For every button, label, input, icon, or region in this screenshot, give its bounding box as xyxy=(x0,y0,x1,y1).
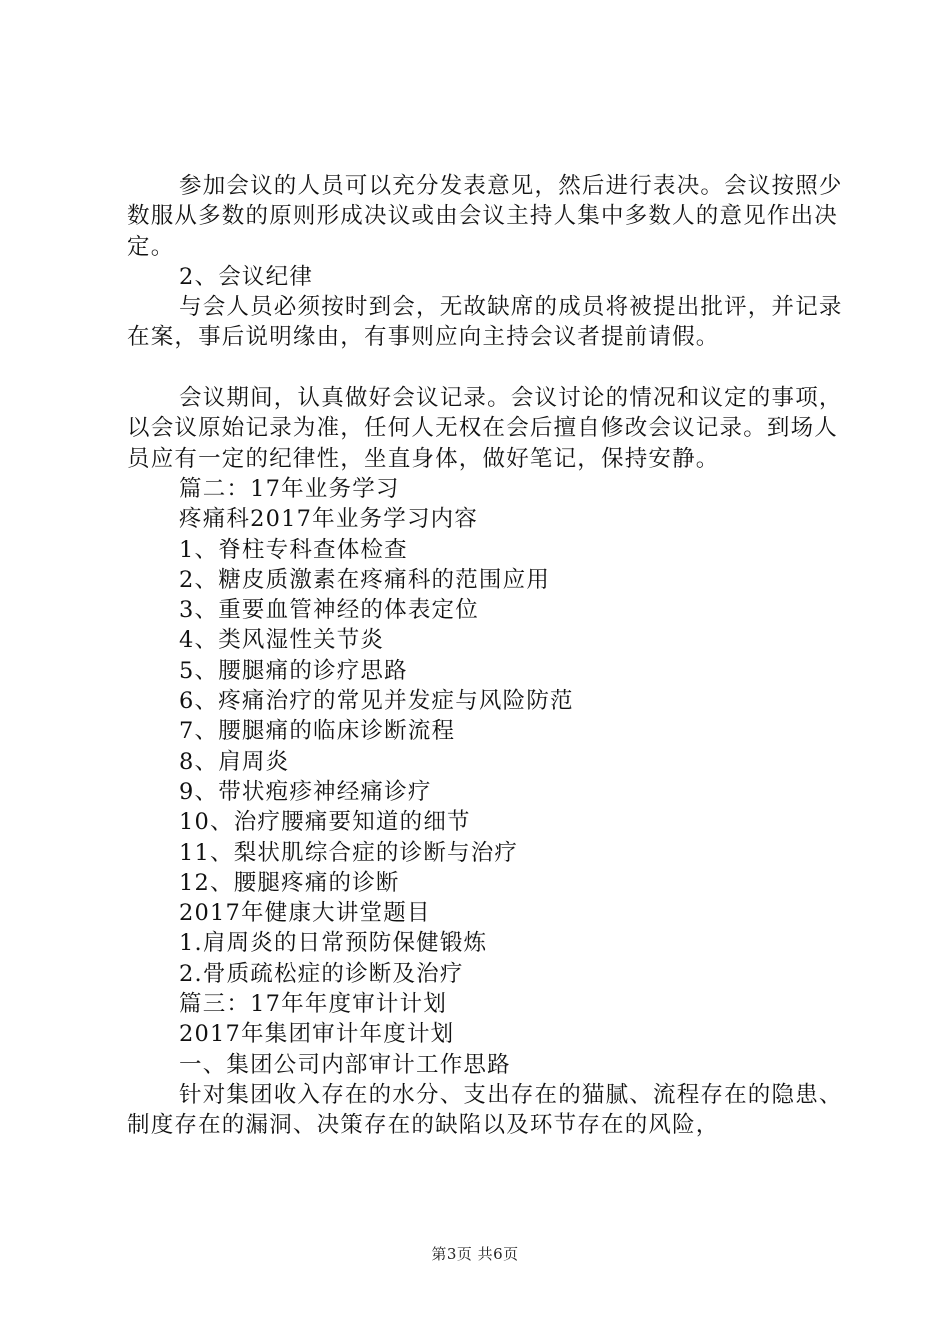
list-item: 6、疼痛治疗的常见并发症与风险防范 xyxy=(179,688,574,715)
list-item: 10、治疗腰痛要知道的细节 xyxy=(179,809,471,836)
heading-meeting-discipline: 2、会议纪律 xyxy=(179,263,314,290)
paragraph-minutes: 会议期间，认真做好会议记录。会议讨论的情况和议定的事项，以会议原始记录为准，任何人无权在会后擅自修改会议记录。到场人员应有一定的纪律性，坐直身体，做好笔记，保持安静。 xyxy=(127,385,843,472)
list-item: 1、脊柱专科查体检查 xyxy=(179,536,408,563)
heading-study-content: 疼痛科2017年业务学习内容 xyxy=(179,506,479,533)
list-item: 1.肩周炎的日常预防保健锻炼 xyxy=(179,930,488,957)
page-number-footer: 第3页 共6页 xyxy=(431,1245,519,1263)
heading-part-two: 篇二：17年业务学习 xyxy=(179,475,400,502)
heading-audit-approach: 一、集团公司内部审计工作思路 xyxy=(179,1051,511,1078)
list-item: 4、类风湿性关节炎 xyxy=(179,627,385,654)
list-item: 9、带状疱疹神经痛诊疗 xyxy=(179,778,432,805)
list-item: 2.骨质疏松症的诊断及治疗 xyxy=(179,960,464,987)
document-body xyxy=(127,171,845,1141)
list-item: 12、腰腿疼痛的诊断 xyxy=(179,869,400,896)
list-item: 8、肩周炎 xyxy=(179,748,290,775)
list-item: 3、重要血管神经的体表定位 xyxy=(179,597,479,624)
study-list xyxy=(127,535,845,899)
list-item: 5、腰腿痛的诊疗思路 xyxy=(179,657,408,684)
list-item: 7、腰腿痛的临床诊断流程 xyxy=(179,718,456,745)
heading-audit-plan: 2017年集团审计年度计划 xyxy=(179,1021,455,1048)
lecture-list xyxy=(127,928,845,989)
paragraph-attendance: 与会人员必须按时到会，无故缺席的成员将被提出批评，并记录在案，事后说明缘由，有事则应向主持会议者提前请假。 xyxy=(127,294,843,351)
paragraph-spacer xyxy=(127,353,845,383)
heading-part-three: 篇三：17年年度审计计划 xyxy=(179,991,448,1018)
list-item: 11、梨状肌综合症的诊断与治疗 xyxy=(179,839,519,866)
paragraph-voting: 参加会议的人员可以充分发表意见，然后进行表决。会议按照少数服从多数的原则形成决议或由会议主持人集中多数人的意见作出决定。 xyxy=(127,173,843,260)
list-item: 2、糖皮质激素在疼痛科的范围应用 xyxy=(179,566,551,593)
paragraph-audit-issues: 针对集团收入存在的水分、支出存在的猫腻、流程存在的隐患、制度存在的漏洞、决策存在的缺陷以及环节存在的风险， xyxy=(127,1081,843,1139)
heading-health-lecture: 2017年健康大讲堂题目 xyxy=(179,900,431,927)
